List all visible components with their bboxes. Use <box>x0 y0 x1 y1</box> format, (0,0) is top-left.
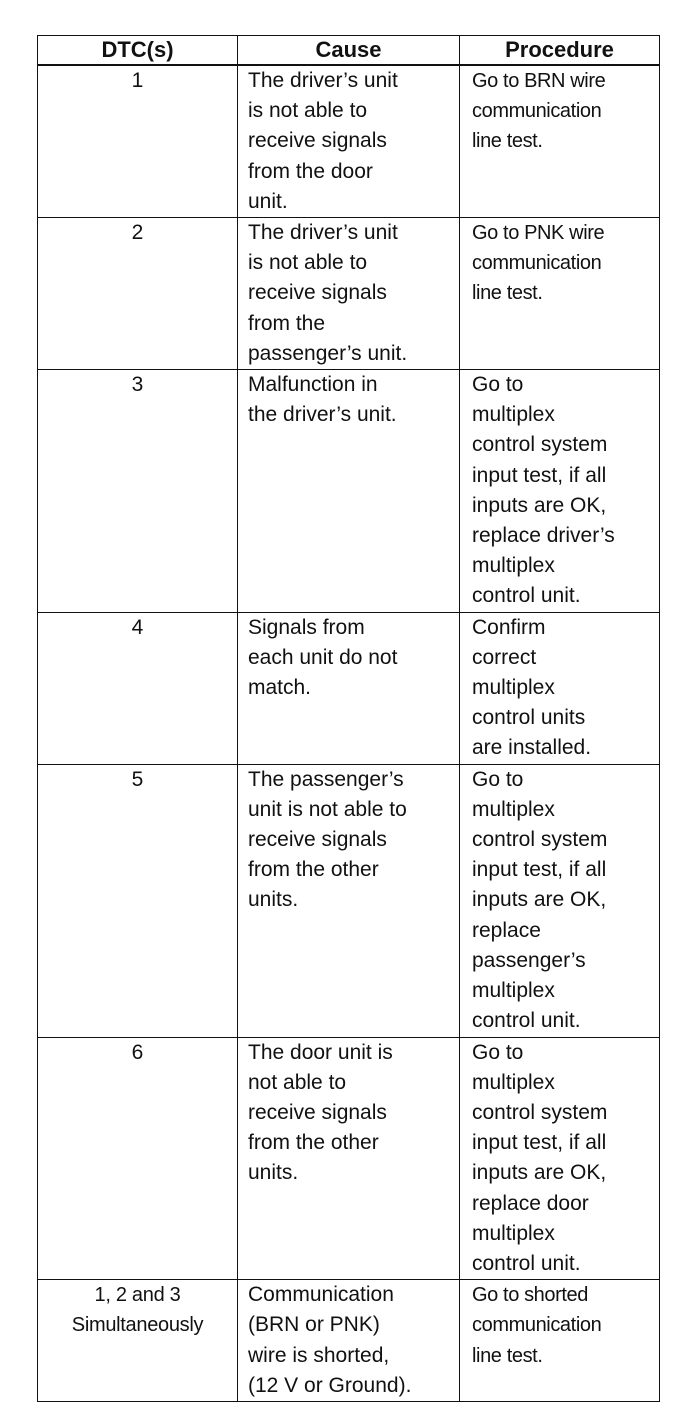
dtc-cell <box>38 1280 238 1402</box>
procedure-cell <box>460 1280 660 1402</box>
dtc-code: 5 <box>131 767 144 791</box>
procedure-line: line test. <box>472 282 543 305</box>
cause-line: Malfunction in <box>248 373 378 397</box>
cause-line: is not able to <box>248 251 368 275</box>
procedure-line: input test, if all <box>472 463 607 487</box>
cause-line: units. <box>248 888 299 912</box>
procedure-line: Go to <box>472 767 524 791</box>
procedure-line: Confirm <box>472 615 546 639</box>
cause-cell <box>238 1037 460 1280</box>
cause-line: Signals from <box>248 615 365 639</box>
procedure-cell <box>460 612 660 764</box>
cause-line: passenger’s unit. <box>248 341 408 365</box>
procedure-line: passenger’s <box>472 948 586 972</box>
cause-line: unit. <box>248 189 288 213</box>
procedure-line: multiplex <box>472 676 555 700</box>
dtc-cell <box>38 764 238 1037</box>
procedure-cell <box>460 218 660 370</box>
table-row <box>38 764 660 1037</box>
procedure-line: control system <box>472 433 608 457</box>
cause-cell <box>238 370 460 613</box>
cause-cell <box>238 764 460 1037</box>
procedure-line: replace driver’s <box>472 524 615 548</box>
procedure-line: inputs are OK, <box>472 493 607 517</box>
procedure-cell <box>460 1037 660 1280</box>
cause-line: The driver’s unit <box>248 69 398 92</box>
procedure-line: multiplex <box>472 1070 555 1094</box>
cause-line: wire is shorted, <box>248 1343 390 1367</box>
procedure-line: inputs are OK, <box>472 888 607 912</box>
table-row <box>38 612 660 764</box>
procedure-line: multiplex <box>472 554 555 578</box>
procedure-line: replace door <box>472 1191 589 1215</box>
cause-line: each unit do not <box>248 645 398 669</box>
table-row <box>38 218 660 370</box>
procedure-cell <box>460 764 660 1037</box>
dtc-code: Simultaneously <box>71 1314 204 1337</box>
cause-cell <box>238 65 460 218</box>
table-header-row <box>38 36 660 66</box>
procedure-line: control unit. <box>472 584 581 608</box>
cause-line: The door unit is <box>248 1040 393 1064</box>
procedure-line: multiplex <box>472 403 555 427</box>
dtc-code: 4 <box>131 615 144 639</box>
table-row <box>38 370 660 613</box>
dtc-cell <box>38 612 238 764</box>
procedure-line: multiplex <box>472 797 555 821</box>
cause-line: (12 V or Ground). <box>248 1373 412 1397</box>
procedure-line: inputs are OK, <box>472 1161 607 1185</box>
procedure-line: control unit. <box>472 1009 581 1033</box>
cause-line: The passenger’s <box>248 767 404 791</box>
procedure-line: communication <box>472 100 602 123</box>
procedure-cell <box>460 65 660 218</box>
dtc-code: 6 <box>131 1040 144 1064</box>
procedure-line: communication <box>472 1314 602 1337</box>
cause-line: match. <box>248 676 312 700</box>
cause-line: receive signals <box>248 828 387 852</box>
cause-line: from the door <box>248 159 373 183</box>
dtc-code: 2 <box>131 221 144 245</box>
procedure-line: line test. <box>472 130 543 153</box>
procedure-line: control units <box>472 706 586 730</box>
cause-line: receive signals <box>248 1100 387 1124</box>
procedure-line: control system <box>472 1100 608 1124</box>
cause-cell <box>238 612 460 764</box>
cause-line: receive signals <box>248 281 387 305</box>
cause-line: The driver’s unit <box>248 221 398 245</box>
cause-line: from the other <box>248 858 379 882</box>
dtc-code: 1, 2 and 3 <box>94 1284 181 1307</box>
cause-line: from the other <box>248 1131 379 1155</box>
procedure-line: replace <box>472 918 541 942</box>
procedure-line: Go to shorted <box>472 1284 588 1307</box>
cause-line: receive signals <box>248 129 387 153</box>
procedure-line: Go to <box>472 1040 524 1064</box>
table-row <box>38 65 660 218</box>
cause-line: unit is not able to <box>248 797 407 821</box>
dtc-cell <box>38 370 238 613</box>
cause-cell <box>238 218 460 370</box>
procedure-line: correct <box>472 645 537 669</box>
procedure-line: Go to <box>472 373 524 397</box>
cause-line: the driver’s unit. <box>248 403 397 427</box>
procedure-line: line test. <box>472 1344 543 1367</box>
table-row <box>38 1037 660 1280</box>
header-dtc: DTC(s) <box>38 36 238 66</box>
procedure-line: multiplex <box>472 1221 555 1245</box>
cause-line: Communication <box>248 1283 394 1307</box>
procedure-line: control unit. <box>472 1251 581 1275</box>
cause-line: units. <box>248 1161 299 1185</box>
header-procedure: Procedure <box>460 36 660 66</box>
procedure-line: are installed. <box>472 736 592 760</box>
procedure-line: Go to BRN wire <box>472 70 606 92</box>
procedure-cell <box>460 370 660 613</box>
procedure-line: communication <box>472 252 602 275</box>
dtc-cell <box>38 1037 238 1280</box>
procedure-line: Go to PNK wire <box>472 222 605 245</box>
cause-line: not able to <box>248 1070 347 1094</box>
dtc-code: 3 <box>131 373 144 397</box>
procedure-line: multiplex <box>472 979 555 1003</box>
dtc-troubleshooting-table <box>37 35 660 1402</box>
table-row <box>38 1280 660 1402</box>
cause-line: (BRN or PNK) <box>248 1313 380 1337</box>
procedure-line: control system <box>472 828 608 852</box>
cause-cell <box>238 1280 460 1402</box>
cause-line: from the <box>248 311 326 335</box>
dtc-cell <box>38 65 238 218</box>
dtc-cell <box>38 218 238 370</box>
dtc-code: 1 <box>131 69 144 92</box>
header-cause: Cause <box>238 36 460 66</box>
cause-line: is not able to <box>248 99 368 123</box>
procedure-line: input test, if all <box>472 858 607 882</box>
procedure-line: input test, if all <box>472 1131 607 1155</box>
